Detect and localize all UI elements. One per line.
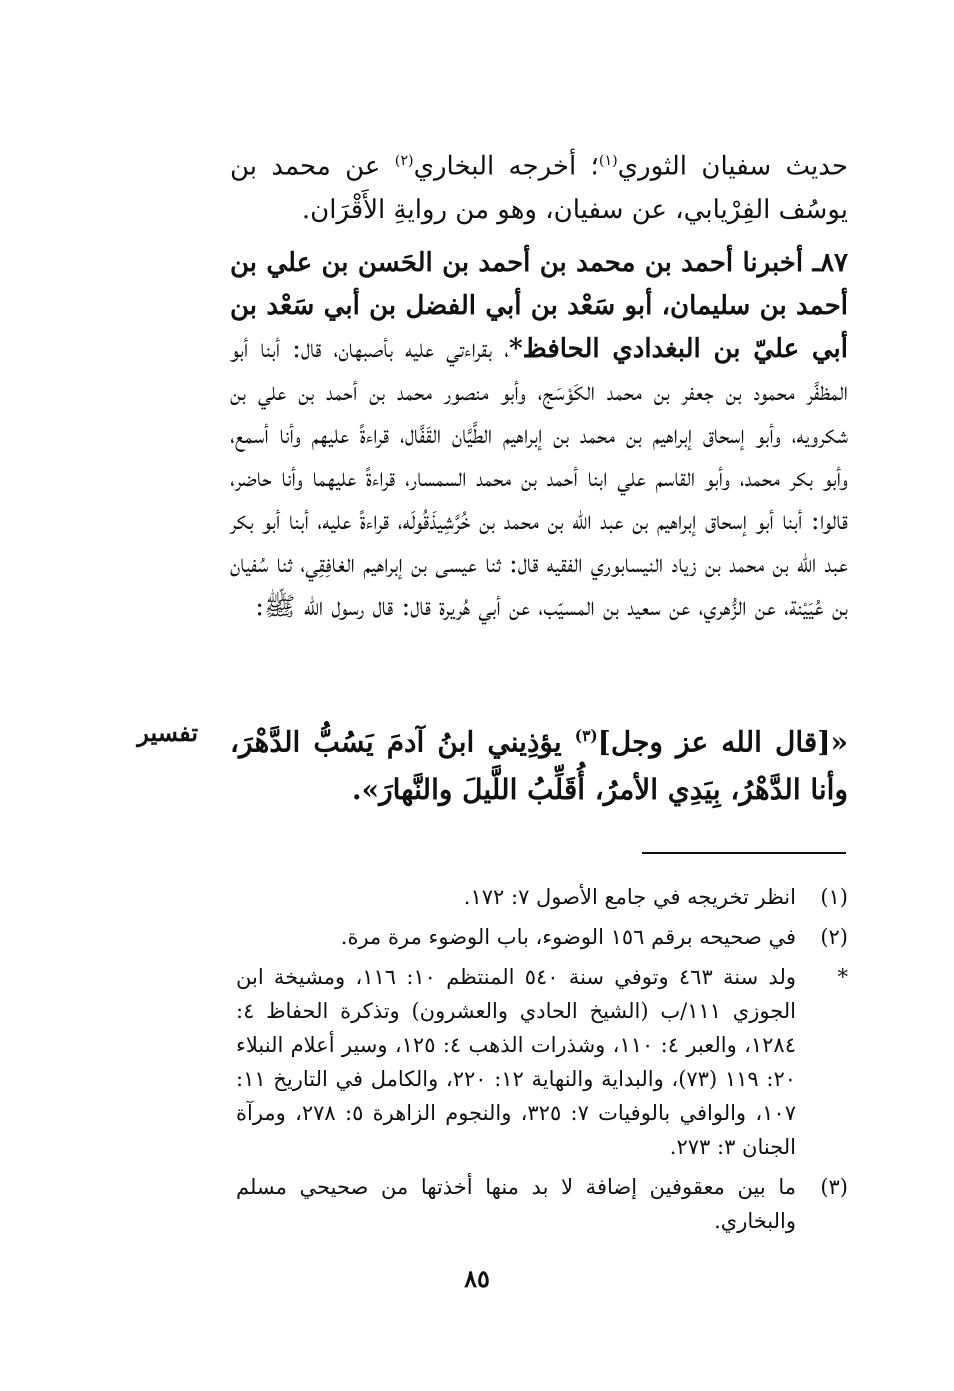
paragraph-1-text-b: ؛ أخرجه البخاري [413, 151, 599, 182]
footnote-2 [236, 920, 848, 954]
footnote-1 [236, 880, 848, 914]
footnote-text: انظر تخريجه في جامع الأصول ٧: ١٧٢. [463, 885, 796, 909]
footnote-text: ولد سنة ٤٦٣ وتوفي سنة ٥٤٠ المنتظم ١٠: ١١٦، ومشيخة ابن الجوزي ١١١/ب (الشيخ الحادي والعشرون) وتذكرة الحفاظ ٤: ١٢٨٤، والعبر ٤: ١١٠، وشذرات الذهب ٤: ١٢٥، وسير أعلام النبلاء ٢٠: ١١٩ (٧٣)، والبداية والنهاية ١٢: ٢٢٠، والكامل في التاريخ ١١: ١٠٧، والوافي بالوفيات ٧: ٣٢٥، والنجوم الزاهرة ٥: ٢٧٨، ومرآة الجنان ٣: ٢٧٣. [236, 965, 797, 1159]
footnote-star [236, 960, 848, 1164]
paragraph-3-text-b: يؤذِيني ابنُ آدمَ يَسُبُّ الدَّهْرَ، وأنا الدَّهْرُ، بِيَدِي الأمرُ، أُقَلِّبُ اللَّيلَ والنَّهارَ». [230, 725, 848, 807]
footnote-ref-1: (١) [598, 153, 618, 169]
paragraph-1 [230, 140, 848, 232]
footnote-ref-3: (٣) [574, 727, 598, 745]
footnote-separator [642, 852, 846, 854]
margin-note: تفسير [137, 718, 198, 747]
paragraph-3-text-a: «[قال الله عز وجل] [597, 725, 848, 759]
footnote-3 [236, 1170, 848, 1238]
paragraph-1-text-a: حديث سفيان الثوري [617, 151, 848, 182]
footnote-mark: (٣) [820, 1175, 848, 1199]
hadith-number: ٨٧ـ [812, 248, 848, 278]
paragraph-1-text-c: عن محمد بن يوسُف الفِرْيابي، عن سفيان، وهو من روايةِ الأَقْرَان. [230, 151, 848, 225]
footnote-mark: (٢) [820, 925, 848, 949]
isnad-bold-text: أخبرنا أحمد بن محمد بن أحمد بن الحَسن بن علي بن أحمد بن سليمان، أبو سَعْد بن أبي الفضل بن أبي سَعْد بن أبي عليّ بن البغدادي الحافظ [230, 248, 849, 364]
isnad-text: ، بقراءتي عليه بأصبهان، قال: أبنا أبو المظفَّر محمود بن جعفر بن محمد الكَوْسَج، وأبو منصور محمد بن أحمد بن علي بن شكرويه، وأبو إسحاق إبراهيم بن محمد بن إبراهيم الطَّيَّان القَفَّال، قراءةً عليهم وأنا أسمع، وأبو بكر محمد، وأبو القاسم علي ابنا أحمد بن محمد السمسار، قراءةً عليهما وأنا حاضر، قالوا: أبنا أبو إسحاق إبراهيم بن عبد الله بن محمد بن خُرَّشِيذَقُولَه، قراءةً عليه، أبنا أبو بكر عبد الله بن محمد بن زياد النيسابوري الفقيه قال: ثنا عيسى بن إبراهيم الغافِقِي، ثنا سُفيان بن عُيَيْنة، عن الزُّهري، عن سعيد بن المسيّب، عن أبي هُريرة قال: قال رسول الله ﷺ: [230, 334, 848, 622]
footnotes [236, 880, 848, 1244]
footnote-mark: * [837, 965, 848, 989]
paragraph-2 [230, 242, 848, 629]
footnote-text: في صحيحه برقم ١٥٦ الوضوء، باب الوضوء مرة مرة. [340, 925, 796, 949]
footnote-text: ما بين معقوفين إضافة لا بد منها أخذتها من صحيحي مسلم والبخاري. [236, 1175, 796, 1233]
page-number: ٨٥ [464, 1264, 490, 1293]
paragraph-3-hadith-matn [230, 712, 848, 814]
footnote-ref-2: (٢) [394, 153, 414, 169]
footnote-mark: (١) [820, 885, 848, 909]
footnote-star: * [509, 334, 523, 364]
